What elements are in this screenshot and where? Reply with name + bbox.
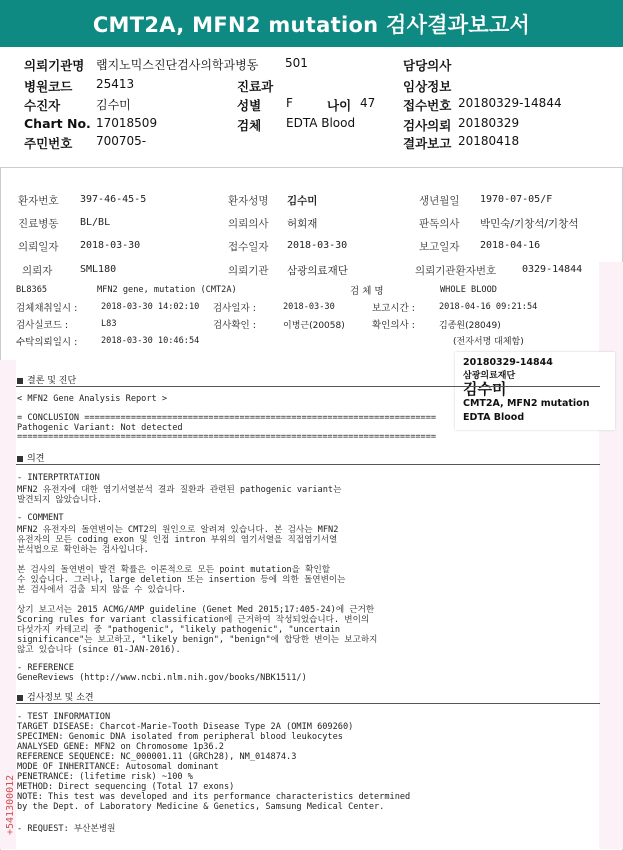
sticker-accession: 20180329-14844 [463, 357, 553, 368]
info-value: 397-46-45-5 [80, 194, 147, 205]
info-value: 1970-07-05/F [480, 194, 553, 205]
info-value: 김수미 [287, 195, 318, 207]
info-label: 의뢰자 [22, 265, 53, 277]
header-label: 접수번호 [403, 98, 452, 113]
header-value: 20180329-14844 [458, 96, 562, 110]
sticker-specimen: EDTA Blood [463, 412, 525, 423]
info-label: 접수일자 [228, 241, 269, 253]
sticker-test: CMT2A, MFN2 mutation [463, 398, 590, 409]
header-label: 검사의뢰 [403, 118, 452, 133]
specimen-value: WHOLE BLOOD [440, 285, 497, 295]
interpretation-line: MFN2 유전자에 대한 염기서열분석 결과 질환과 관련된 pathogenic variant는 [17, 485, 342, 495]
test-label: 검사확인 : [213, 320, 256, 331]
header-label: 담당의사 [403, 58, 452, 73]
test-value: 2018-04-16 09:21:54 [439, 302, 538, 312]
info-label: 진료병동 [18, 218, 59, 230]
comment-line: 유전자의 모든 coding exon 및 인접 intron 부위의 염기서열을 직접염기서열 [17, 535, 338, 545]
result-section-title [17, 373, 76, 386]
comment-line: 않고 있습니다 (since 01-JAN-2016). [17, 645, 181, 655]
header-label: 의뢰기관명 [24, 58, 85, 73]
test-value: 2018-03-30 [283, 302, 335, 312]
comment-line: significance"는 보고하고, "likely benign", "benign"에 합당한 변이는 보고하지 [17, 635, 378, 645]
header-value: 20180418 [458, 134, 520, 148]
info-value: 허회재 [287, 218, 318, 230]
test-information-line: TARGET DISEASE: Charcot-Marie-Tooth Disease Type 2A (OMIM 609260) [17, 722, 354, 732]
divider [16, 386, 600, 387]
info-label: 판독의사 [419, 218, 460, 230]
comment-line: 본 검사의 돌연변이 발견 확률은 이론적으로 모든 point mutation을 확인할 [17, 565, 331, 575]
test-information-line: MODE OF INHERITANCE: Autosomal dominant [17, 762, 219, 772]
comment-line: MFN2 유전자의 돌연변이는 CMT2의 원인으로 알려져 있습니다. 본 검사는 MFN2 [17, 525, 339, 535]
bullet-square-icon [17, 456, 23, 462]
test-name: MFN2 gene, mutation (CMT2A) [97, 285, 237, 295]
opinion-section-title [17, 451, 44, 464]
test-info-section-title [17, 690, 94, 703]
info-label: 의뢰기관환자번호 [415, 265, 497, 277]
reference-line: GeneReviews (http://www.ncbi.nlm.nih.gov/books/NBK1511/) [17, 673, 307, 683]
sticker-institution: 삼광의료재단 [463, 371, 516, 381]
test-information-line: NOTE: This test was developed and its performance characteristics determined [17, 792, 411, 802]
bullet-square-icon [17, 378, 23, 384]
test-label: 검사실코드 : [16, 320, 69, 331]
test-label: 검사일자 : [213, 303, 256, 314]
header-label: 주민번호 [24, 136, 73, 151]
comment-line: 분석법으로 확인하는 검사입니다. [17, 545, 149, 555]
conclusion-text: Pathogenic Variant: Not detected [17, 423, 183, 433]
info-value: 삼광의료재단 [287, 265, 348, 277]
header-value: 501 [285, 56, 308, 70]
header-value: 17018509 [96, 116, 158, 130]
info-value: 박민숙/기창석/기창석 [480, 218, 579, 230]
info-value: BL/BL [80, 217, 111, 228]
test-code: BL8365 [16, 285, 48, 295]
test-label: 검체채취일시 : [16, 303, 78, 314]
request-line: - REQUEST: 부산본병원 [17, 824, 116, 834]
bullet-square-icon [17, 695, 23, 701]
header-value: F [286, 96, 293, 110]
info-value: 2018-04-16 [480, 240, 541, 251]
test-label: 확인의사 : [372, 320, 415, 331]
test-info-section-title-text: 검사정보 및 소견 [27, 693, 94, 703]
header-label: 성별 [237, 98, 262, 113]
conclusion-rule: ================================================================================= [17, 432, 437, 442]
info-value: 0329-14844 [522, 264, 583, 275]
test-information-line: METHOD: Direct sequencing (Total 17 exons) [17, 782, 235, 792]
test-information-line: ANALYSED GENE: MFN2 on Chromosome 1p36.2 [17, 742, 224, 752]
test-value: 2018-03-30 10:46:54 [101, 336, 200, 346]
comment-line: 상기 보고서는 2015 ACMG/AMP guideline (Genet Med 2015;17:405-24)에 근거한 [17, 605, 375, 615]
header-label: 나이 [327, 98, 352, 113]
result-section-title-text: 결론 및 진단 [27, 376, 77, 386]
sticker-patient-name: 김수미 [463, 380, 507, 398]
opinion-section-title-text: 의견 [27, 454, 45, 464]
comment-line: 수 있습니다. 그러나, large deletion 또는 insertion 등에 의한 돌연변이는 [17, 575, 346, 585]
test-information-line: PENETRANCE: (lifetime risk) ~100 % [17, 772, 193, 782]
header-label: 진료과 [237, 79, 274, 94]
header-value: 700705- [96, 134, 147, 148]
margin-code-text: +541300012 [5, 774, 16, 835]
test-information-line: by the Dept. of Laboratory Medicine & Genetics, Samsung Medical Center. [17, 802, 385, 812]
reference-heading: - REFERENCE [17, 663, 74, 673]
comment-line: 본 검사에서 검출 되지 않을 수 있습니다. [17, 585, 187, 595]
test-value: 이병근(20058) [283, 321, 345, 331]
info-value: 2018-03-30 [80, 240, 141, 251]
page-tint [599, 262, 623, 849]
specimen-label: 검 체 명 [350, 286, 384, 297]
info-label: 보고일자 [419, 241, 460, 253]
header-value: 47 [360, 96, 376, 110]
report-title: CMT2A, MFN2 mutation 검사결과보고서 [0, 0, 623, 47]
header-value: 20180329 [458, 116, 520, 130]
test-value: 김종원(28049) [439, 321, 501, 331]
specimen-label-sticker [455, 352, 615, 430]
test-information-line: REFERENCE SEQUENCE: NC_000001.11 (GRCh28), NM_014874.3 [17, 752, 297, 762]
esign-note: (전자서명 대체함) [453, 337, 524, 347]
header-value: 김수미 [96, 98, 131, 112]
info-label: 환자번호 [18, 195, 59, 207]
test-label: 보고시간 : [372, 303, 415, 314]
header-value: EDTA Blood [286, 116, 356, 130]
comment-heading: - COMMENT [17, 513, 64, 523]
comment-line: 다섯가지 카테고리 중 "pathogenic", "likely pathogenic", "uncertain [17, 625, 341, 635]
info-label: 생년월일 [419, 195, 460, 207]
conclusion-heading: = CONCLUSION ==================================================================== [17, 413, 437, 423]
test-value: L83 [101, 319, 117, 329]
header-label: 검체 [237, 118, 262, 133]
report-name: < MFN2 Gene Analysis Report > [17, 394, 168, 404]
interpretation-heading: - INTERPTRTATION [17, 473, 100, 483]
interpretation-line: 발견되지 않았습니다. [17, 495, 103, 505]
info-label: 환자성명 [228, 195, 269, 207]
comment-line: Scoring rules for variant classification에 근거하여 작성되었습니다. 변이의 [17, 615, 370, 625]
info-value: SML180 [80, 264, 117, 275]
test-information-heading: - TEST INFORMATION [17, 712, 111, 722]
info-value: 2018-03-30 [287, 240, 348, 251]
info-label: 의뢰기관 [228, 265, 269, 277]
header-value: 25413 [96, 77, 135, 91]
header-label: 병원코드 [24, 79, 73, 94]
test-information-line: SPECIMEN: Genomic DNA isolated from peripheral blood leukocytes [17, 732, 343, 742]
test-value: 2018-03-30 14:02:10 [101, 302, 200, 312]
header-label: Chart No. [24, 116, 91, 131]
info-label: 의뢰의사 [228, 218, 269, 230]
header-label: 수진자 [24, 98, 61, 113]
header-value: 랩지노믹스진단검사의학과병동 [96, 58, 259, 72]
divider [16, 464, 600, 465]
test-label: 수탁의뢰일시 : [16, 337, 78, 348]
divider [16, 703, 600, 704]
margin-barcode-number [0, 742, 20, 837]
header-label: 결과보고 [403, 136, 452, 151]
header-label: 임상정보 [403, 79, 452, 94]
info-label: 의뢰일자 [18, 241, 59, 253]
